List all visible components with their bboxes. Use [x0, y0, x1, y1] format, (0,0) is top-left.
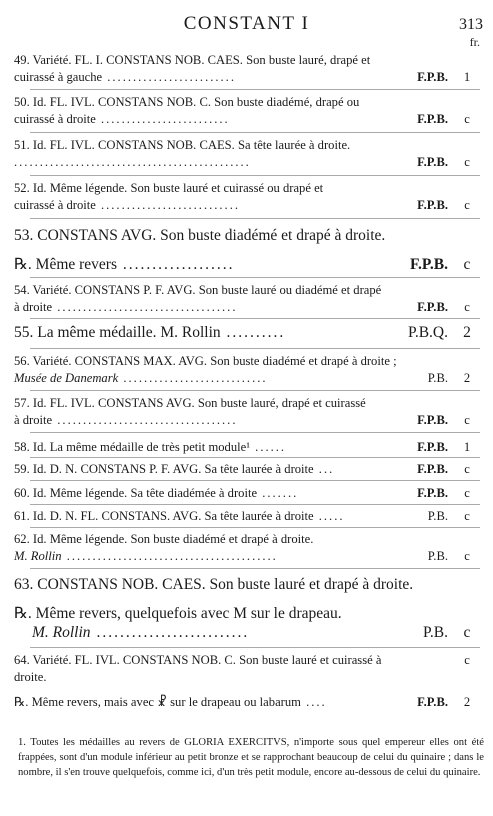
module-ref: F.P.B.	[417, 155, 448, 169]
divider	[30, 527, 480, 528]
reverse-symbol: ℞.	[14, 256, 32, 273]
entry-text: Même revers, quelquefois avec M sur le drapeau.	[35, 605, 342, 622]
catalog-entry: 50. Id. FL. IVL. CONSTANS NOB. C. Son buste diadémé, drapé ou cuirassé à droite ......................... F.P.B. c	[14, 94, 488, 128]
entry-number: 58.	[14, 440, 30, 454]
reverse-symbol: ℞.	[14, 605, 32, 622]
collection-name: M. Rollin	[14, 549, 62, 563]
entry-text-cont: à droite	[14, 300, 53, 314]
rarity: c	[464, 549, 470, 563]
entry-text: Id. FL. IVL. CONSTANS NOB. C. Son buste diadémé, drapé ou	[32, 95, 360, 109]
entry-text: Id. D. N. FL. CONSTANS. AVG. Sa tête laurée à droite	[32, 509, 314, 523]
catalog-entry: 56. Variété. CONSTANS MAX. AVG. Son buste diadémé et drapé à droite ; Musée de Danemark ............................ P.B. 2	[14, 353, 488, 387]
catalog-entry	[14, 226, 488, 245]
divider	[30, 432, 480, 433]
entry-number: 54.	[14, 283, 30, 297]
module-ref: F.P.B.	[417, 198, 448, 212]
divider	[30, 175, 480, 176]
reverse-entry: ℞. Même revers, quelquefois avec M sur le drapeau. M. Rollin .......................... P.B. c	[14, 604, 488, 642]
entry-text: Même revers, mais avec ☧ sur le drapeau ou labarum	[31, 695, 301, 709]
entry-text-cont: cuirassé à droite	[14, 112, 96, 126]
module-ref: P.B.	[427, 509, 448, 523]
catalog-entry: 49. Variété. FL. I. CONSTANS NOB. CAES. Son buste lauré, drapé et cuirassé à gauche ......................... F.P.B. 1	[14, 52, 488, 86]
catalog-entry: 58. Id. La même médaille de très petit module¹ ...... F.P.B. 1	[14, 439, 488, 456]
rarity: c	[464, 486, 470, 500]
entry-text-cont: à droite	[14, 413, 53, 427]
entry-text-cont: droite.	[14, 670, 47, 684]
rarity: c	[464, 462, 470, 476]
entry-number: 57.	[14, 396, 30, 410]
entry-text: Variété. FL. I. CONSTANS NOB. CAES. Son buste lauré, drapé et	[32, 53, 371, 67]
rarity: c	[464, 413, 470, 427]
divider	[30, 504, 480, 505]
entry-text: Même revers	[35, 256, 117, 273]
divider	[30, 457, 480, 458]
catalog-entry: 51. Id. FL. IVL. CONSTANS NOB. CAES. Sa tête laurée à droite. .............................................. F.P.B. c	[14, 137, 488, 171]
page-number: 313	[459, 16, 483, 33]
catalog-entry: 61. Id. D. N. FL. CONSTANS. AVG. Sa tête laurée à droite ..... P.B. c	[14, 508, 488, 525]
rarity: c	[464, 653, 470, 667]
rarity: c	[463, 256, 471, 273]
entry-text: CONSTANS AVG. Son buste diadémé et drapé à droite.	[37, 227, 386, 244]
rarity: c	[464, 509, 470, 523]
footnote: 1. Toutes les médailles au revers de GLORIA EXERCITVS, n'importe sous quel empereur elles ont été frappées, sont d'un module inférieur au petit bronze et se rapprochant beaucoup de celui du quinaire ; dans le nombre, il s'en trouve quelquefois, comme ici, d'un très petit module, encore au-dessous de celui du quinaire.	[18, 737, 484, 778]
catalog-entry	[14, 575, 488, 594]
divider	[30, 218, 480, 219]
catalog-entry	[14, 652, 488, 686]
entry-text: Id. Même légende. Son buste lauré et cuirassé ou drapé et	[32, 181, 324, 195]
rarity: 2	[463, 695, 471, 709]
currency-unit: fr.	[469, 35, 480, 49]
divider	[30, 390, 480, 391]
divider	[30, 132, 480, 133]
rarity: c	[464, 198, 470, 212]
divider	[30, 318, 480, 319]
entry-number: 61.	[14, 509, 30, 523]
entry-number: 62.	[14, 532, 30, 546]
entry-text: Id. FL. IVL. CONSTANS NOB. CAES. Sa tête laurée à droite.	[32, 138, 351, 152]
rarity: 2	[463, 324, 471, 341]
catalog-entry: 60. Id. Même légende. Sa tête diadémée à droite ....... F.P.B. c	[14, 485, 488, 502]
module-ref: F.P.B.	[417, 440, 448, 454]
module-ref: P.B.	[427, 549, 448, 563]
entry-text: CONSTANS NOB. CAES. Son buste lauré et drapé à droite.	[37, 576, 414, 593]
entry-text: Id. La même médaille de très petit module¹	[32, 440, 251, 454]
entry-text-cont: cuirassé à gauche	[14, 70, 103, 84]
entry-number: 59.	[14, 462, 30, 476]
entry-text: La même médaille. M. Rollin	[37, 324, 221, 341]
entry-text: Id. Même légende. Son buste diadémé et drapé à droite.	[32, 532, 314, 546]
entry-number: 51.	[14, 138, 30, 152]
module-ref: F.P.B.	[417, 695, 448, 709]
divider	[30, 647, 480, 648]
entry-text: Id. Même légende. Sa tête diadémée à droite	[32, 486, 258, 500]
entry-text: Id. FL. IVL. CONSTANS AVG. Son buste lauré, drapé et cuirassé	[32, 396, 366, 410]
module-ref: P.B.	[423, 624, 448, 641]
catalog-entry: 59. Id. D. N. CONSTANS P. F. AVG. Sa tête laurée à droite ... F.P.B. c	[14, 461, 488, 478]
module-ref: F.P.B.	[417, 70, 448, 84]
entry-number: 60.	[14, 486, 30, 500]
divider	[30, 568, 480, 569]
module-ref: P.B.Q.	[407, 324, 448, 341]
catalog-entry: 62. Id. Même légende. Son buste diadémé et drapé à droite. M. Rollin ......................................... P.B. c	[14, 531, 488, 565]
rarity: c	[464, 112, 470, 126]
module-ref: F.P.B.	[417, 462, 448, 476]
entry-number: 56.	[14, 354, 30, 368]
running-title: CONSTANT I	[183, 13, 310, 34]
divider	[30, 89, 480, 90]
module-ref: F.P.B.	[409, 256, 448, 273]
page-header	[0, 10, 493, 50]
rarity: 1	[463, 70, 471, 84]
reverse-entry: ℞. Même revers, mais avec ☧ sur le drapeau ou labarum .... F.P.B. 2	[14, 694, 488, 711]
divider	[30, 480, 480, 481]
entry-number: 52.	[14, 181, 30, 195]
reverse-entry: ℞. Même revers ................... F.P.B. c	[14, 255, 488, 274]
rarity: 2	[463, 371, 471, 385]
rarity: 1	[463, 440, 471, 454]
entry-text: Variété. CONSTANS P. F. AVG. Son buste lauré ou diadémé et drapé	[32, 283, 382, 297]
module-ref: F.P.B.	[417, 486, 448, 500]
module-ref: F.P.B.	[417, 112, 448, 126]
divider	[30, 348, 480, 349]
entry-text-cont: cuirassé à droite	[14, 198, 96, 212]
catalog-entry: 55. La même médaille. M. Rollin .......... P.B.Q. 2	[14, 323, 488, 342]
entry-number: 50.	[14, 95, 30, 109]
divider	[30, 277, 480, 278]
entry-number: 49.	[14, 53, 30, 67]
entry-text: Id. D. N. CONSTANS P. F. AVG. Sa tête laurée à droite	[32, 462, 314, 476]
entry-text: Variété. FL. IVL. CONSTANS NOB. C. Son buste lauré et cuirassé à	[32, 653, 382, 667]
entry-text: Variété. CONSTANS MAX. AVG. Son buste diadémé et drapé à droite ;	[32, 354, 397, 368]
rarity: c	[464, 155, 470, 169]
entry-number: 64.	[14, 653, 30, 667]
module-ref: F.P.B.	[417, 300, 448, 314]
catalog-entry: 52. Id. Même légende. Son buste lauré et cuirassé ou drapé et cuirassé à droite ........................... F.P.B. c	[14, 180, 488, 214]
reverse-symbol: ℞.	[14, 695, 29, 709]
rarity: c	[463, 624, 471, 641]
entry-number: 55.	[14, 324, 34, 341]
catalog-entry: 54. Variété. CONSTANS P. F. AVG. Son buste lauré ou diadémé et drapé à droite ................................... F.P.B. c	[14, 282, 488, 316]
module-ref: P.B.	[427, 371, 448, 385]
entry-number: 53.	[14, 227, 34, 244]
collection-name: M. Rollin	[32, 624, 91, 641]
entry-number: 63.	[14, 576, 34, 593]
catalog-entry: 57. Id. FL. IVL. CONSTANS AVG. Son buste lauré, drapé et cuirassé à droite ................................... F.P.B. c	[14, 395, 488, 429]
rarity: c	[464, 300, 470, 314]
module-ref: F.P.B.	[417, 413, 448, 427]
collection-name: Musée de Danemark	[14, 371, 119, 385]
